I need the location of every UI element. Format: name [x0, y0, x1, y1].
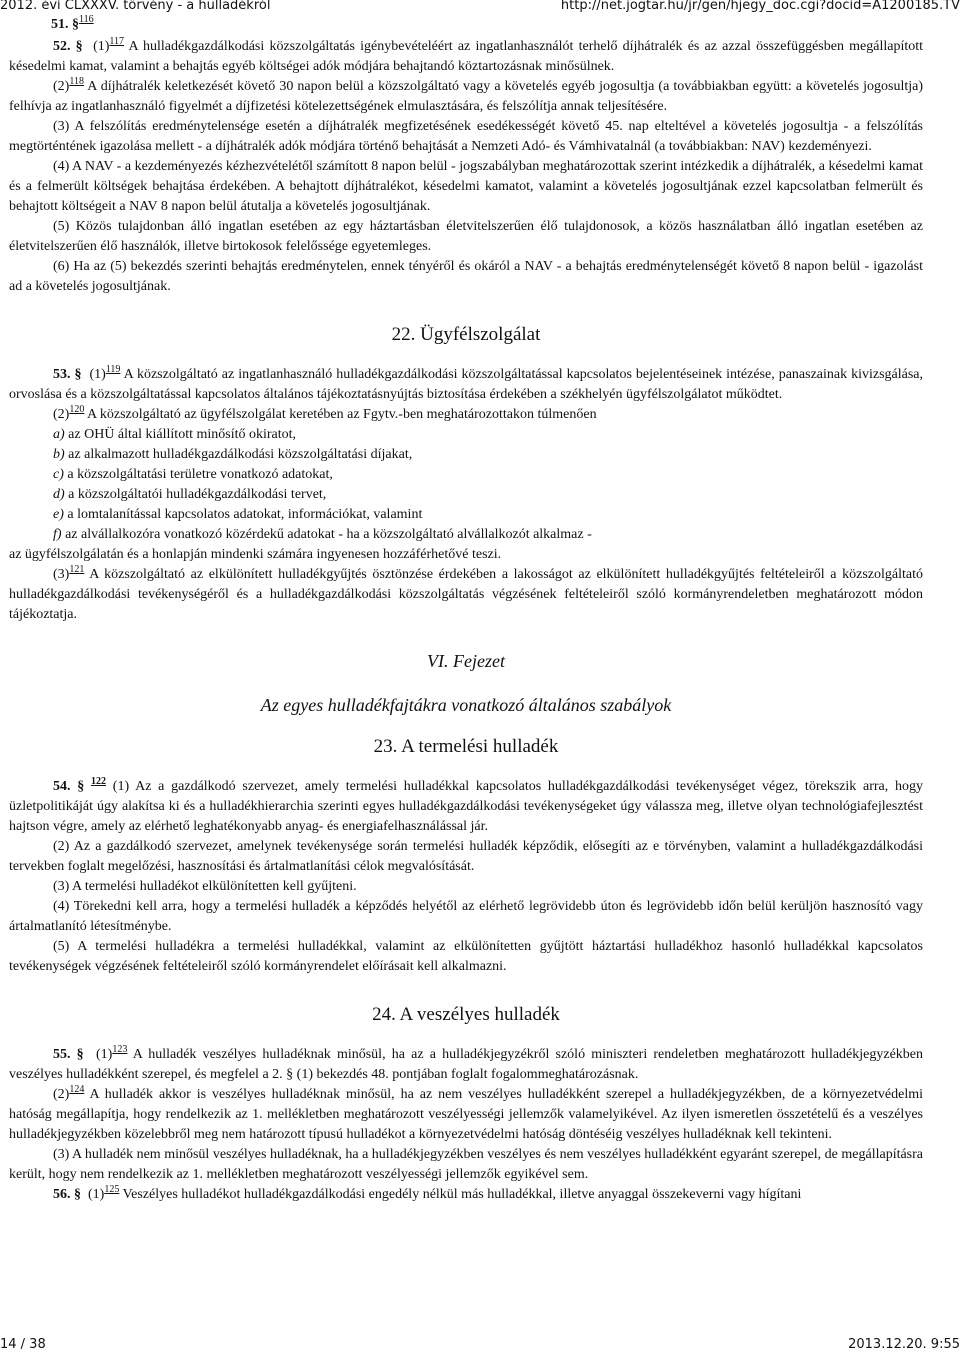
- item-mark: f): [53, 527, 62, 542]
- item-mark: d): [53, 487, 65, 502]
- item-text: a lomtalanítással kapcsolatos adatokat, információkat, valamint: [63, 507, 423, 522]
- para-lead: (3): [53, 567, 70, 582]
- item-mark: e): [53, 507, 64, 522]
- footnote-ref[interactable]: 117: [109, 36, 125, 47]
- para-text: A díjhátralék keletkezését követő 30 napon belül a közszolgáltató vagy a követelés egyéb jogosultja (a továbbiakban együtt: a követelés jogosultja) felhívja az ingatlanhasználó figyelmét a díjfizetési kötelezettségének elmulasztására, és felszólítja annak teljesítésére.: [9, 79, 923, 114]
- para-text: A hulladékgazdálkodási közszolgáltatás igénybevételéért az ingatlanhasználót terhelő díjhátralék és az azzal összefüggésben megállapított késedelmi kamat, valamint a behajtás egyéb költségei adók módjára behajtandó köztartozásnak minősülnek.: [9, 39, 924, 74]
- item-text: a közszolgáltatási területre vonatkozó adatokat,: [63, 467, 333, 482]
- footnote-ref[interactable]: 125: [104, 1184, 120, 1195]
- item-mark: c): [53, 467, 64, 482]
- list-items: [9, 425, 923, 545]
- section-53-para-2-tail: az ügyfélszolgálatán és a honlapján mindenki számára ingyenesen hozzáférhetővé teszi.: [9, 547, 502, 562]
- document-body: [9, 16, 923, 1205]
- para-lead: (1): [88, 1187, 105, 1202]
- list-item: [53, 445, 923, 465]
- para-lead: (1): [96, 1047, 113, 1062]
- para-text: A hulladék akkor is veszélyes hulladéknak minősül, ha az nem veszélyes hulladékként szerepel a hulladékjegyzékben, de a környezetvédelmi hatóság megállapítja, hogy rendelkezik az 1. mellékletben meghatározott veszélyességi jellemzők valamelyikével. Az ilyen ismeretlen összetételű és a veszélyes hulladékjegyzékben közelebbről meg nem határozott típusú hulladékot a környezetvédelmi hatóság döntéséig veszélyes hulladéknak kell tekinteni.: [9, 1087, 923, 1142]
- section-number: 53. §: [53, 367, 82, 382]
- section-52-para-3: (3) A felszólítás eredménytelensége esetén a díjhátralék megfizetésének esedékességét követő 45. nap elteltével a követelés jogosultja - a felszólítás megtörténtének igazolása mellett - a díjhátralék adók módjára történő behajtását a Nemzeti Adó- és Vámhivatalnál (a továbbiakban: NAV) kezdeményezi.: [9, 119, 923, 154]
- item-text: a közszolgáltatói hulladékgazdálkodási tervet,: [64, 487, 327, 502]
- footnote-ref[interactable]: 119: [105, 364, 121, 375]
- list-item: [53, 465, 923, 485]
- chapter-number: VI. Fejezet: [427, 651, 505, 671]
- section-52-para-5: (5) Közös tulajdonban álló ingatlan esetében az egy háztartásban életvitelszerűen élő tulajdonosok, a közös használatban álló ingatlan esetében az életvitelszerűen élő használók, illetve birtokosok felelőssége egyetemleges.: [9, 219, 923, 254]
- para-lead: (2): [53, 79, 70, 94]
- para-lead: (2): [53, 1087, 70, 1102]
- section-52-para-1: [9, 37, 923, 77]
- chapter-title: Az egyes hulladékfajtákra vonatkozó általános szabályok: [260, 695, 672, 715]
- section-54-para-1: [9, 777, 923, 837]
- section-55-para-3: (3) A hulladék nem minősül veszélyes hulladéknak, ha a hulladékjegyzékben veszélyes és nem veszélyes hulladékként egyaránt szerepel, de megállapításra került, hogy nem rendelkezik az 1. mellékletben meghatározott veszélyességi jellemzők egyikével sem.: [9, 1147, 924, 1182]
- item-text: az OHÜ által kiállított minősítő okiratot,: [64, 427, 297, 442]
- para-text: A közszolgáltató az ingatlanhasználó hulladékgazdálkodási közszolgáltatással kapcsolatos bejelentéseinek intézése, panaszainak kivizsgálása, orvoslása és a közszolgáltatással kapcsolatos általános tájékoztatásnyújtás biztosítása érdekében a székhelyén ügyfélszolgálatot működtet.: [9, 367, 924, 402]
- section-53-para-3: [9, 565, 923, 625]
- item-mark: b): [53, 447, 65, 462]
- para-text: A közszolgáltató az elkülönített hulladékgyűjtés ösztönzése érdekében a lakosságot az elkülönített hulladékgyűjtés feltételeiről a közszolgáltató hulladékgazdálkodási tevékenységéről és a hulladékgazdálkodási közszolgáltatás végzésének feltételeiről szóló kormányrendeletben meghatározott módon tájékoztatja.: [9, 567, 923, 622]
- section-54-para-4: (4) Törekedni kell arra, hogy a termelési hulladék a képződés helyétől az elérhető legrövidebb úton és legrövidebb időn belül kerüljön hasznosító vagy ártalmatlanító létesítménybe.: [9, 899, 923, 934]
- print-timestamp: 2013.12.20. 9:55: [848, 1337, 960, 1352]
- section-number: 54. §: [53, 779, 85, 794]
- section-53-para-2: [9, 405, 923, 425]
- item-mark: a): [53, 427, 65, 442]
- list-item: [53, 525, 923, 545]
- footnote-ref[interactable]: 121: [69, 564, 85, 575]
- para-lead: (1): [93, 39, 110, 54]
- footnote-ref[interactable]: 122: [91, 776, 107, 787]
- section-55-para-1: [9, 1045, 923, 1085]
- section-heading-24: 24. A veszélyes hulladék: [372, 1004, 560, 1025]
- footnote-ref[interactable]: 116: [79, 14, 94, 25]
- section-number: 55. §: [53, 1047, 84, 1062]
- section-52-para-4: (4) A NAV - a kezdeményezés kézhezvételétől számított 8 napon belül - jogszabályban meghatározottak szerint intézkedik a díjhátralék, a késedelmi kamat és a felmerült költségek behajtása érdekében. A behajtott díjhátralékot, késedelmi kamatot, valamint a követelés jogosultjának ezzel kapcsolatban felmerült és behajtott költségeit a NAV 8 napon belül átutalja a követelés jogosultjának.: [9, 159, 923, 214]
- para-lead: (1): [89, 367, 106, 382]
- section-heading-23: 23. A termelési hulladék: [373, 736, 559, 757]
- footnote-ref[interactable]: 124: [69, 1084, 85, 1095]
- section-52-para-2: [9, 77, 923, 117]
- footnote-ref[interactable]: 118: [69, 76, 84, 87]
- list-item: [53, 485, 923, 505]
- page-number: 14 / 38: [0, 1337, 46, 1352]
- para-text: Veszélyes hulladékot hulladékgazdálkodási engedély nélkül más hulladékkal, illetve anyaggal összekeverni vagy hígítani: [119, 1187, 802, 1202]
- para-text: A közszolgáltató az ügyfélszolgálat keretében az Fgytv.-ben meghatározottakon túlmenően: [84, 407, 597, 422]
- section-number: 56. §: [53, 1187, 81, 1202]
- section-54-para-3: (3) A termelési hulladékot elkülönítetten kell gyűjteni.: [53, 879, 357, 894]
- section-52-para-6: (6) Ha az (5) bekezdés szerinti behajtás eredménytelen, ennek tényéről és okáról a NAV - a behajtás eredménytelenségét követő 8 napon belül - igazolást ad a követelés jogosultjának.: [9, 259, 923, 294]
- section-54-para-5: (5) A termelési hulladékra a termelési hulladékkal, valamint az elkülönítetten gyűjtött háztartási hulladékhoz hasonló hulladékkal kapcsolatos tevékenységek végzésének feltételeiről szóló kormányrendelet előírásait kell alkalmazni.: [9, 939, 923, 974]
- section-51: [51, 15, 923, 35]
- footnote-ref[interactable]: 123: [112, 1044, 128, 1055]
- list-item: [53, 425, 923, 445]
- item-text: az alkalmazott hulladékgazdálkodási közszolgáltatási díjakat,: [64, 447, 413, 462]
- header-url[interactable]: http://net.jogtar.hu/jr/gen/hjegy_doc.cgi?docid=A1200185.TV: [560, 0, 960, 13]
- section-56-para-1: [9, 1185, 923, 1205]
- section-55-para-2: [9, 1085, 923, 1145]
- footnote-ref[interactable]: 120: [69, 404, 85, 415]
- section-number: 52. §: [53, 39, 83, 54]
- item-text: az alvállalkozóra vonatkozó közérdekű adatokat - ha a közszolgáltató alvállalkozót alkalmaz -: [61, 527, 592, 542]
- section-number: 51. §: [51, 17, 79, 32]
- section-heading-22: 22. Ügyfélszolgálat: [391, 324, 541, 345]
- para-text: A hulladék veszélyes hulladéknak minősül, ha az a hulladékjegyzékről szóló miniszteri rendeletben meghatározott hulladékjegyzékben veszélyes hulladékként szerepel, és megfelel a 2. § (1) bekezdés 48. pontjában foglalt fogalommeghatározásnak.: [9, 1047, 924, 1082]
- para-text: (1) Az a gazdálkodó szervezet, amely termelési hulladékkal kapcsolatos hulladékgazdálkodási tevékenységet végez, törekszik arra, hogy üzletpolitikáját úgy alakítsa ki és a hulladékhierarchia szerinti egyes hulladékgazdálkodási tevékenységeket úgy válassza meg, illetve olyan technológiafejlesztést hajtson végre, amely az elérhető leghatékonyabb anyag- és energiafelhasználással jár.: [9, 779, 924, 834]
- section-54-para-2: (2) Az a gazdálkodó szervezet, amelynek tevékenysége során termelési hulladék képződik, elősegíti az e törvényben, valamint a hulladékgazdálkodási tervekben foglalt megelőzési, hasznosítási és ártalmatlanítási célok megvalósítását.: [9, 839, 923, 874]
- section-53-para-1: [9, 365, 923, 405]
- list-item: [53, 505, 923, 525]
- header-document-title: 2012. évi CLXXXV. törvény - a hulladékról: [0, 0, 271, 13]
- para-lead: (2): [53, 407, 70, 422]
- page-header: [0, 0, 960, 15]
- page-footer: [0, 1336, 960, 1354]
